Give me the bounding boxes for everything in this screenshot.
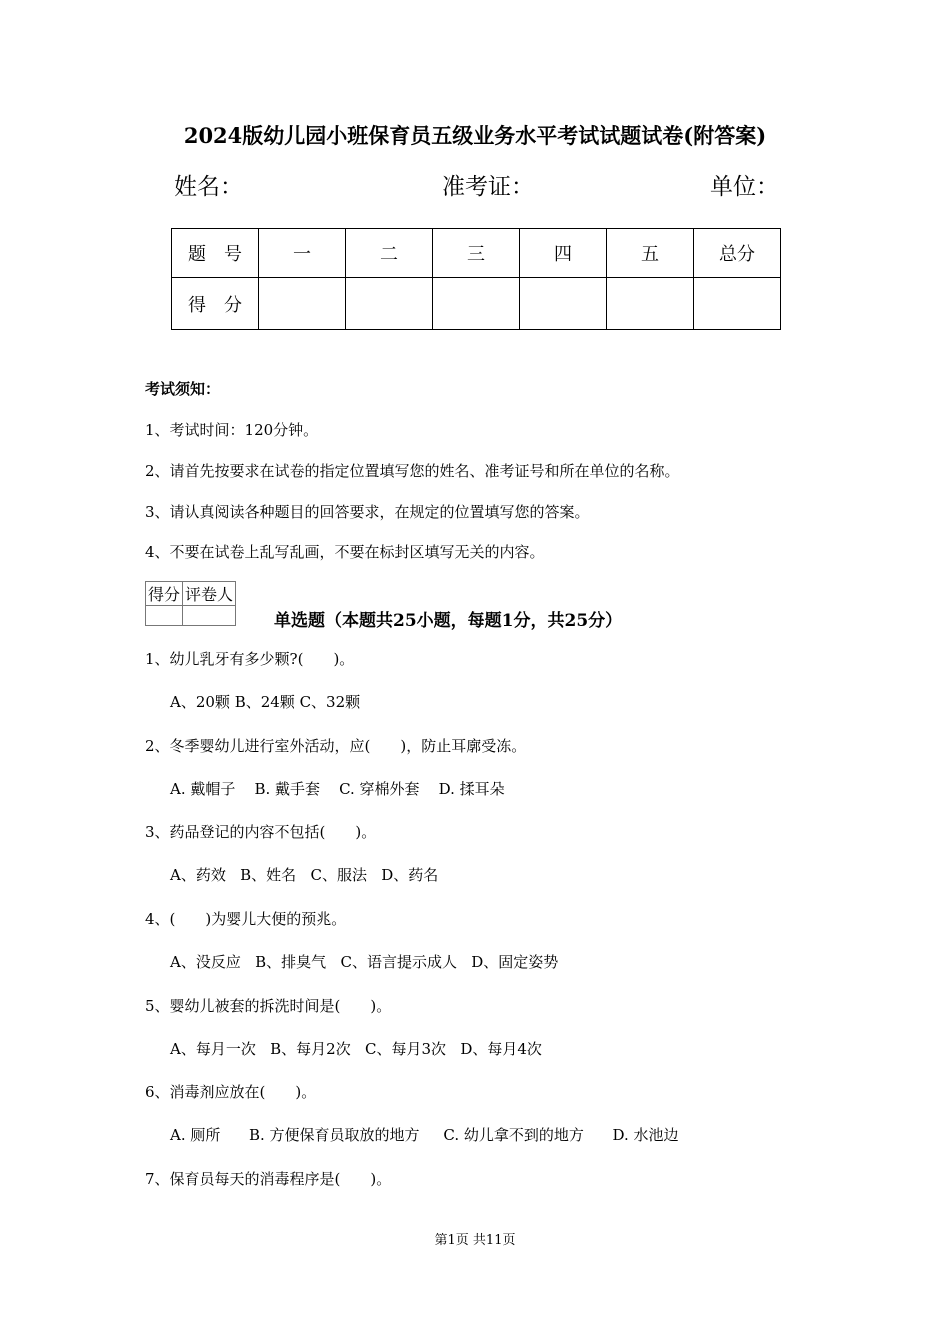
grader-name-label: 评卷人 [183,582,236,606]
question-options: A. 厕所 B. 方便保育员取放的地方 C. 幼儿拿不到的地方 D. 水池边 [170,1126,679,1144]
question-options: A、20颗 B、24颗 C、32颗 [170,693,361,711]
score-table-cell: 得 分 [172,278,259,330]
question-options: A. 戴帽子 B. 戴手套 C. 穿棉外套 D. 揉耳朵 [170,780,505,798]
score-input-cell[interactable] [433,278,520,330]
question: 4、( )为婴儿大便的预兆。 [145,910,347,928]
notice-item: 3、请认真阅读各种题目的回答要求，在规定的位置填写您的答案。 [145,503,590,521]
score-input-cell[interactable] [259,278,346,330]
question-options: A、没反应 B、排臭气 C、语言提示成人 D、固定姿势 [170,953,559,971]
score-input-cell[interactable] [607,278,694,330]
grader-box [145,581,236,626]
section-title: 单选题（本题共25小题，每题1分，共25分） [274,611,623,631]
question: 6、消毒剂应放在( )。 [145,1083,317,1101]
question: 7、保育员每天的消毒程序是( )。 [145,1170,392,1188]
document-title: 2024版幼儿园小班保育员五级业务水平考试试题试卷(附答案) [183,123,767,148]
question: 5、婴幼儿被套的拆洗时间是( )。 [145,997,392,1015]
score-table-cell: 二 [346,229,433,278]
notice-item: 2、请首先按要求在试卷的指定位置填写您的姓名、准考证号和所在单位的名称。 [145,462,680,480]
notice-item: 1、考试时间：120分钟。 [145,421,319,439]
question-options: A、每月一次 B、每月2次 C、每月3次 D、每月4次 [170,1040,542,1058]
grader-score-cell[interactable] [146,606,183,626]
name-label: 姓名： [174,174,243,200]
score-table-cell: 三 [433,229,520,278]
unit-label: 单位： [710,174,779,200]
grader-name-cell[interactable] [183,606,236,626]
score-table-cell: 四 [520,229,607,278]
page-footer: 第1页 共11页 [434,1233,516,1248]
score-table-cell: 五 [607,229,694,278]
score-input-cell[interactable] [694,278,781,330]
exam-id-label: 准考证： [442,174,534,200]
grader-score-label: 得分 [146,582,183,606]
score-input-cell[interactable] [520,278,607,330]
score-input-cell[interactable] [346,278,433,330]
notice-item: 4、不要在试卷上乱写乱画，不要在标封区填写无关的内容。 [145,543,545,561]
question: 3、药品登记的内容不包括( )。 [145,823,377,841]
score-table-cell: 一 [259,229,346,278]
question-options: A、药效 B、姓名 C、服法 D、药名 [170,866,439,884]
score-table-score-row [172,278,781,330]
score-table-header-row [172,229,781,278]
score-table-cell: 题 号 [172,229,259,278]
question: 2、冬季婴幼儿进行室外活动，应( )，防止耳廓受冻。 [145,737,527,755]
notice-title: 考试须知： [145,380,221,398]
score-table [171,228,781,330]
score-table-cell: 总分 [694,229,781,278]
question: 1、幼儿乳牙有多少颗?( )。 [145,650,355,668]
